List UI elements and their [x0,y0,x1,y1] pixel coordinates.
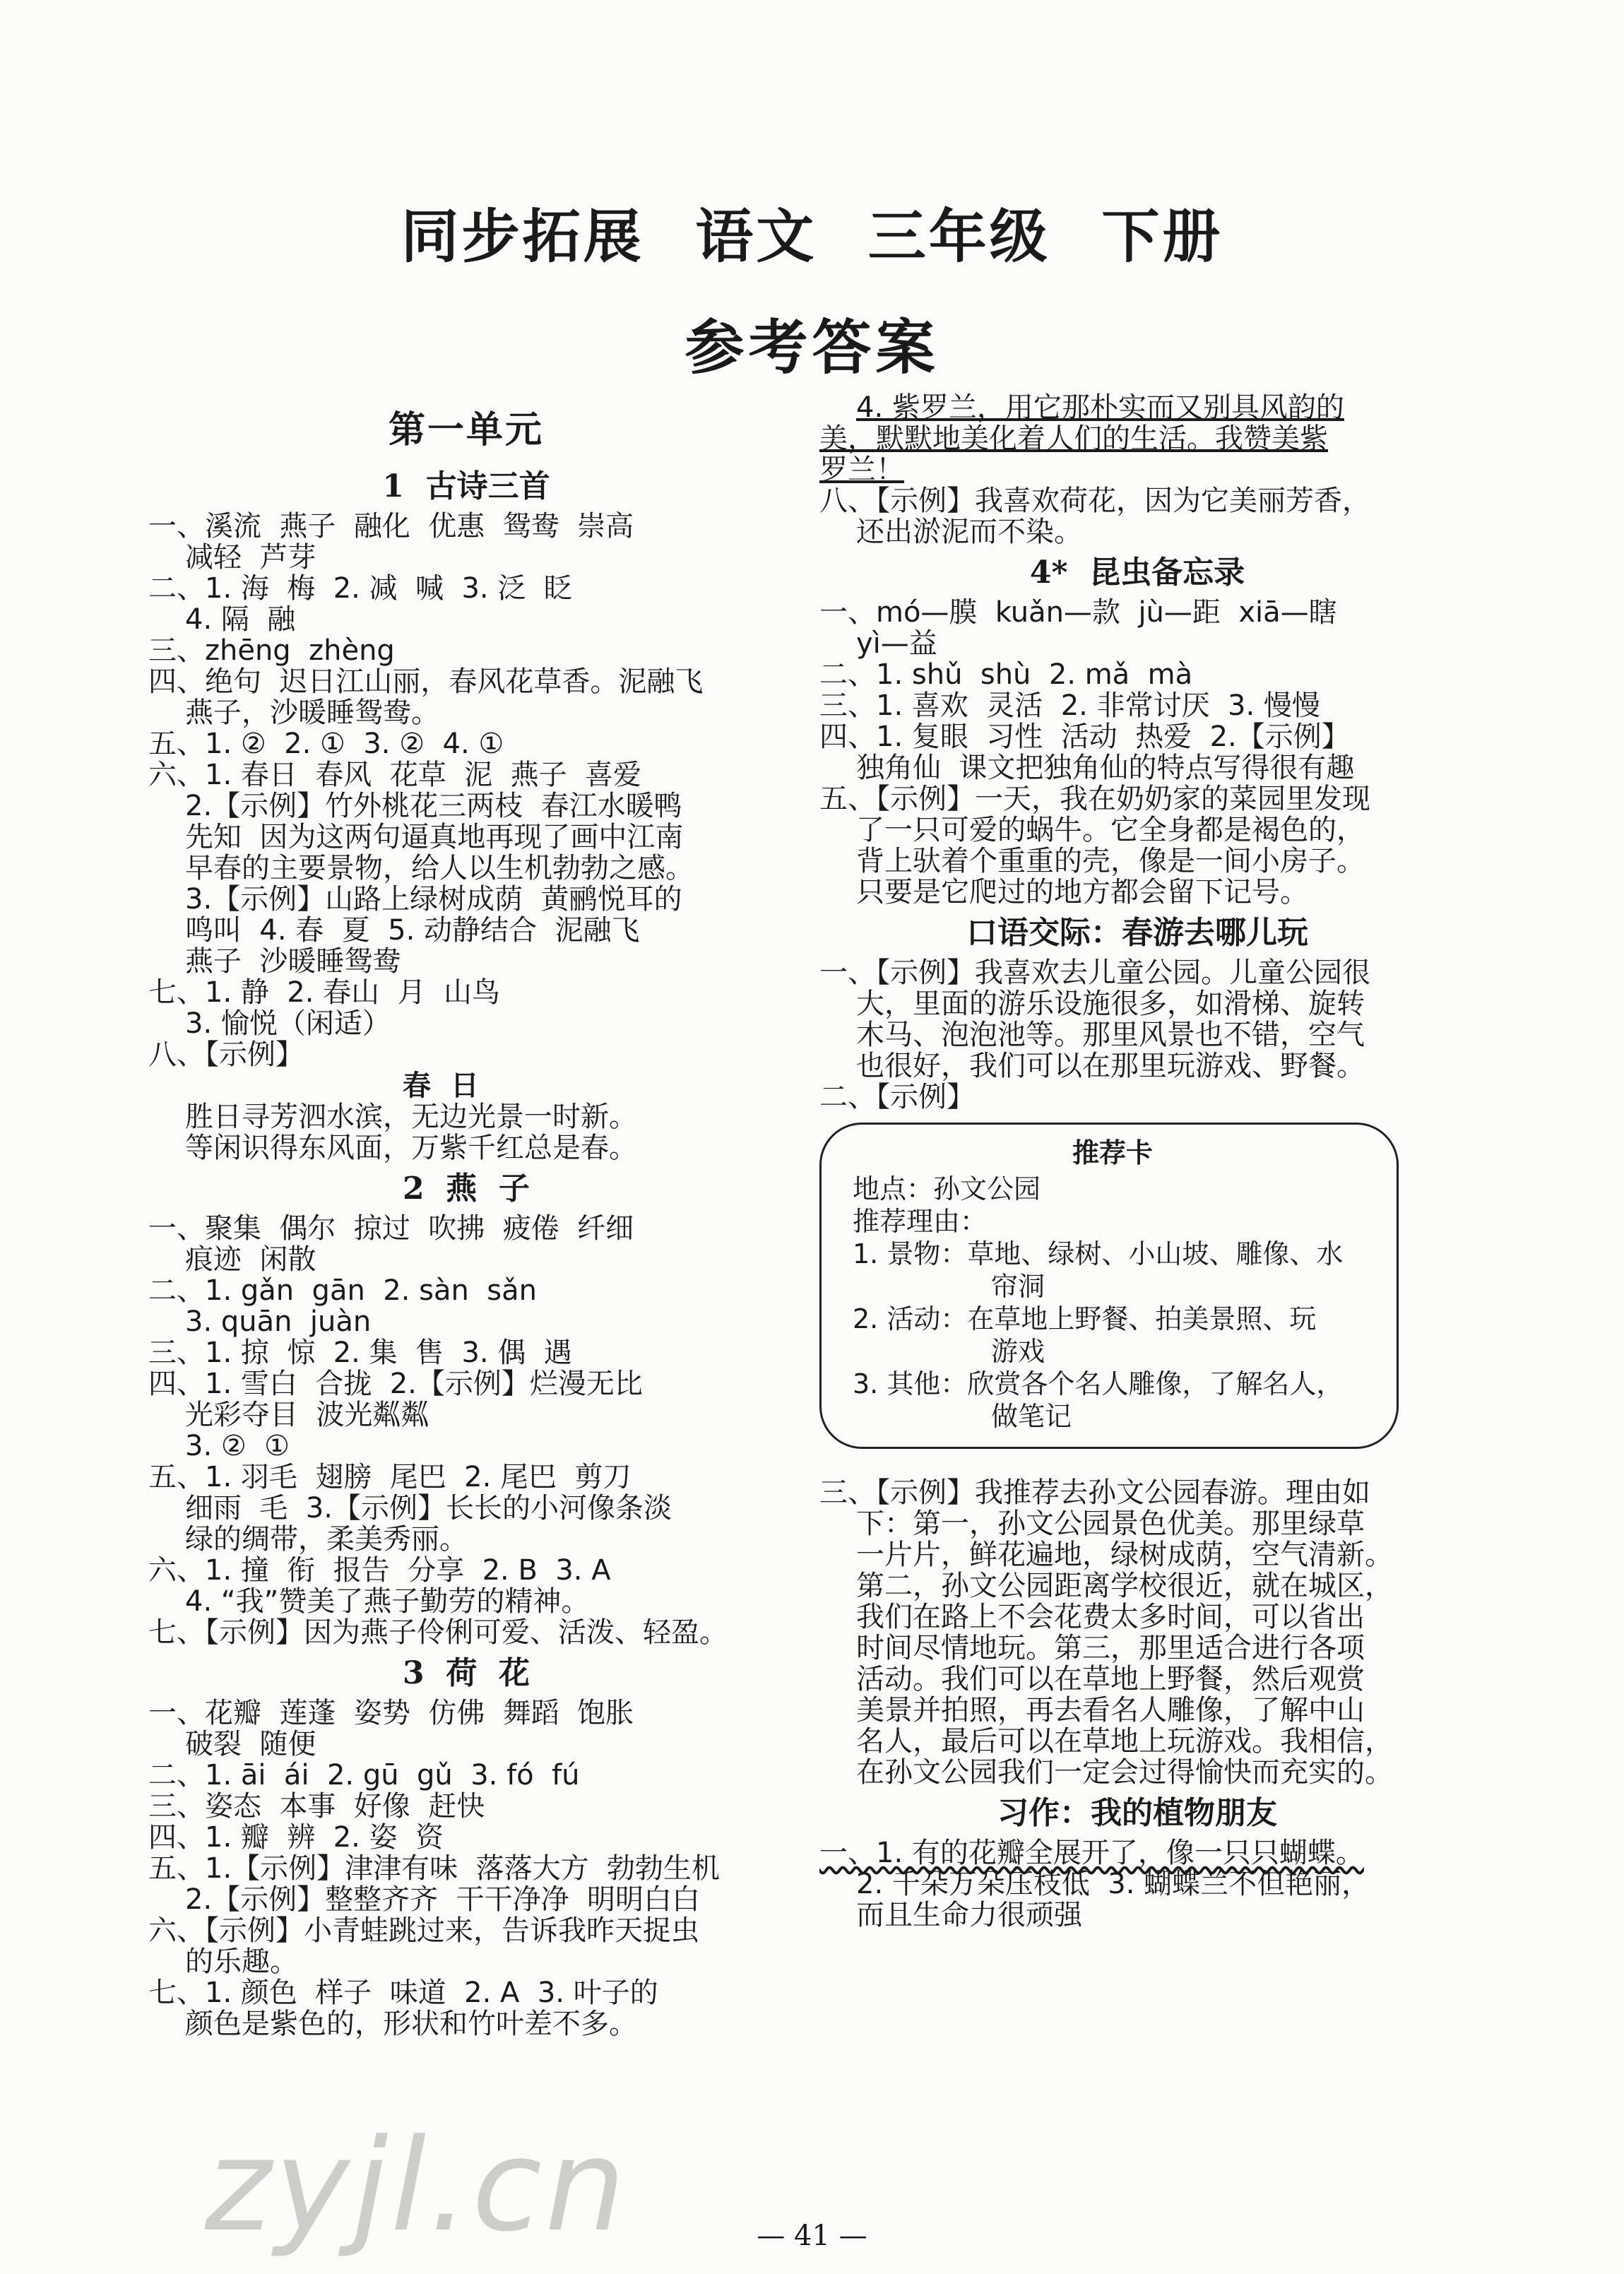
answer-line: 一片片，鲜花遍地，绿树成荫，空气清新。 [856,1539,1393,1571]
answer-line: 细雨 毛 3.【示例】长长的小河像条淡 [185,1492,672,1524]
right-column [819,392,1455,1931]
section-title-5: 口语交际：春游去哪儿玩 [966,915,1308,951]
answer-line: 早春的主要景物，给人以生机勃勃之感。 [185,852,694,884]
poem-line: 胜日寻芳泗水滨，无边光景一时新。 [185,1101,637,1133]
answer-line: 下：第一，孙文公园景色优美。那里绿草 [856,1508,1365,1540]
answer-line: yì—益 [856,627,937,660]
answer-line: 五、1. 羽毛 翅膀 尾巴 2. 尾巴 剪刀 [148,1461,632,1493]
section-title-2: 2 燕 子 [403,1171,530,1207]
watermark: zyjl.cn [205,2112,629,2260]
answer-line: 二、1. gǎn gān 2. sàn sǎn [148,1274,537,1307]
answer-line: 六、1. 撞 衔 报告 分享 2. B 3. A [148,1554,611,1587]
answer-line: 二、【示例】 [819,1081,975,1113]
card-line: 做笔记 [991,1401,1072,1432]
answer-line: 五、1.【示例】津津有味 落落大方 勃勃生机 [148,1852,721,1885]
answer-line: 罗兰！ [819,454,904,486]
answer-line: 三、姿态 本事 好像 赶快 [148,1790,485,1823]
answer-line: 一、1. 有的花瓣全展开了，像一只只蝴蝶。 [819,1837,1364,1869]
section-6-body [819,1837,1455,1931]
answer-line: 六、1. 春日 春风 花草 泥 燕子 喜爱 [148,759,642,791]
carryover-answers [819,392,1455,547]
answer-line: 3. ② ① [185,1430,290,1462]
answer-line: 光彩夺目 波光粼粼 [185,1399,429,1431]
answer-line: 一、【示例】我喜欢去儿童公园。儿童公园很 [819,957,1370,989]
answer-line: 五、1. ② 2. ① 3. ② 4. ① [148,728,504,760]
answer-line: 四、1. 雪白 合拢 2.【示例】烂漫无比 [148,1368,643,1400]
left-column [148,399,784,2039]
answer-line: 痕迹 闲散 [185,1243,316,1276]
answer-line: 美景并拍照，再去看名人雕像，了解中山 [856,1694,1365,1727]
answer-line: 的乐趣。 [185,1946,298,1978]
card-line: 推荐理由： [853,1206,988,1237]
answer-line: 三、【示例】我推荐去孙文公园春游。理由如 [819,1476,1370,1509]
card-title: 推荐卡 [1072,1137,1153,1168]
answer-line: 颜色是紫色的，形状和竹叶差不多。 [185,2008,637,2040]
card-line: 帘洞 [991,1271,1045,1302]
answer-line: 4. “我”赞美了燕子勤劳的精神。 [185,1585,590,1618]
card-line: 1. 景物：草地、绿树、小山坡、雕像、水 [853,1238,1344,1269]
answer-line: 二、1. shǔ shù 2. mǎ mà [819,658,1193,691]
answer-line: 八、【示例】我喜欢荷花，因为它美丽芳香， [819,485,1370,517]
poem-line: 等闲识得东风面，万紫千红总是春。 [185,1132,637,1164]
page-title: 同步拓展 语文 三年级 下册 [401,203,1223,271]
recommendation-card [819,1123,1399,1449]
section-title-3: 3 荷 花 [403,1655,530,1691]
answer-line: 了一只可爱的蜗牛。它全身都是褐色的， [856,814,1365,846]
answer-line: 只要是它爬过的地方都会留下记号。 [856,876,1308,908]
answer-line: 时间尽情地玩。第三，那里适合进行各项 [856,1632,1365,1664]
answer-line: 破裂 随便 [185,1728,316,1760]
section-3-body [148,1698,784,2039]
answer-line: 活动。我们可以在草地上野餐，然后观赏 [856,1663,1365,1695]
answer-line: 一、mó—膜 kuǎn—款 jù—距 xiā—瞎 [819,596,1337,629]
answer-line: 四、1. 瓣 辨 2. 姿 资 [148,1821,444,1854]
answer-line: 第二，孙文公园距离学校很近，就在城区， [856,1570,1393,1602]
answer-line: 独角仙 课文把独角仙的特点写得很有趣 [856,752,1355,784]
section-title-4: 4* 昆虫备忘录 [1029,555,1245,591]
section-2-body [148,1213,784,1648]
answer-line: 鸣叫 4. 春 夏 5. 动静结合 泥融飞 [185,914,640,947]
answer-line: 三、1. 喜欢 灵活 2. 非常讨厌 3. 慢慢 [819,689,1320,722]
section-4-body [819,597,1455,908]
answer-line: 一、聚集 偶尔 掠过 吹拂 疲倦 纤细 [148,1212,634,1245]
answer-line: 燕子 沙暖睡鸳鸯 [185,945,401,978]
answer-line: 背上驮着个重重的壳，像是一间小房子。 [856,845,1365,877]
answer-line: 美，默默地美化着人们的生活。我赞美紫 [819,422,1328,455]
answer-line: 我们在路上不会花费太多时间，可以省出 [856,1601,1365,1633]
answer-line: 4. 紫罗兰，用它那朴实而又别具风韵的 [856,391,1344,424]
answer-line: 二、1. āi ái 2. gū gǔ 3. fó fú [148,1759,580,1792]
answer-line: 2. 千朵万朵压枝低 3. 蝴蝶兰不但艳丽， [856,1868,1370,1900]
answer-line: 在孙文公园我们一定会过得愉快而充实的。 [856,1756,1393,1789]
answer-line: 也很好，我们可以在那里玩游戏、野餐。 [856,1050,1365,1082]
answer-line: 七、【示例】因为燕子伶俐可爱、活泼、轻盈。 [148,1616,728,1649]
answer-line: 而且生命力很顽强 [856,1899,1082,1931]
answer-line: 燕子，沙暖睡鸳鸯。 [185,697,439,729]
answer-line: 八、【示例】 [148,1038,304,1071]
answer-line: 2.【示例】整整齐齐 干干净净 明明白白 [185,1883,701,1916]
card-line: 地点：孙文公园 [853,1173,1041,1204]
answer-line: 三、1. 掠 惊 2. 集 售 3. 偶 遇 [148,1337,572,1369]
answer-line: 4. 隔 融 [185,603,296,636]
card-line: 游戏 [991,1336,1045,1367]
unit-title: 第一单元 [388,408,544,451]
card-line: 2. 活动：在草地上野餐、拍美景照、玩 [853,1303,1317,1334]
answer-line: 五、【示例】一天，我在奶奶家的菜园里发现 [819,783,1370,815]
section-1-body [148,511,784,1163]
answer-line: 名人，最后可以在草地上玩游戏。我相信， [856,1725,1393,1758]
page-subtitle: 参考答案 [684,312,940,382]
answer-line: 先知 因为这两句逼真地再现了画中江南 [185,821,684,853]
answer-line: 一、溪流 燕子 融化 优惠 鸳鸯 崇高 [148,510,634,543]
answer-line: 大，里面的游乐设施很多，如滑梯、旋转 [856,988,1365,1020]
answer-line: 七、1. 颜色 样子 味道 2. A 3. 叶子的 [148,1977,658,2009]
answer-line: 三、zhēng zhèng [148,634,395,667]
section-title-6: 习作：我的植物朋友 [997,1795,1277,1831]
page-number: — 41 — [757,2220,867,2252]
answer-line: 一、花瓣 莲蓬 姿势 仿佛 舞蹈 饱胀 [148,1697,634,1729]
answer-line: 3.【示例】山路上绿树成荫 黄鹂悦耳的 [185,883,682,916]
section-5-body [819,957,1455,1788]
poem-title: 春 日 [403,1070,479,1102]
answer-line: 2.【示例】竹外桃花三两枝 春江水暖鸭 [185,790,682,822]
card-line: 3. 其他：欣赏各个名人雕像，了解名人， [853,1368,1344,1399]
answer-line: 减轻 芦芽 [185,541,316,574]
answer-line: 六、【示例】小青蛙跳过来，告诉我昨天捉虫 [148,1914,699,1947]
answer-line: 二、1. 海 梅 2. 减 喊 3. 泛 眨 [148,572,572,605]
answer-line: 四、绝句 迟日江山丽，春风花草香。泥融飞 [148,665,704,698]
answer-line: 木马、泡泡池等。那里风景也不错，空气 [856,1019,1365,1051]
answer-line: 七、1. 静 2. 春山 月 山鸟 [148,976,501,1009]
answer-line: 3. quān juàn [185,1305,372,1338]
answer-line: 还出淤泥而不染。 [856,516,1082,548]
answer-line: 3. 愉悦（闲适） [185,1007,391,1040]
section-title-1: 1 古诗三首 [382,468,550,504]
answer-line: 绿的绸带，柔美秀丽。 [185,1523,468,1556]
answer-line: 四、1. 复眼 习性 活动 热爱 2.【示例】 [819,721,1350,753]
